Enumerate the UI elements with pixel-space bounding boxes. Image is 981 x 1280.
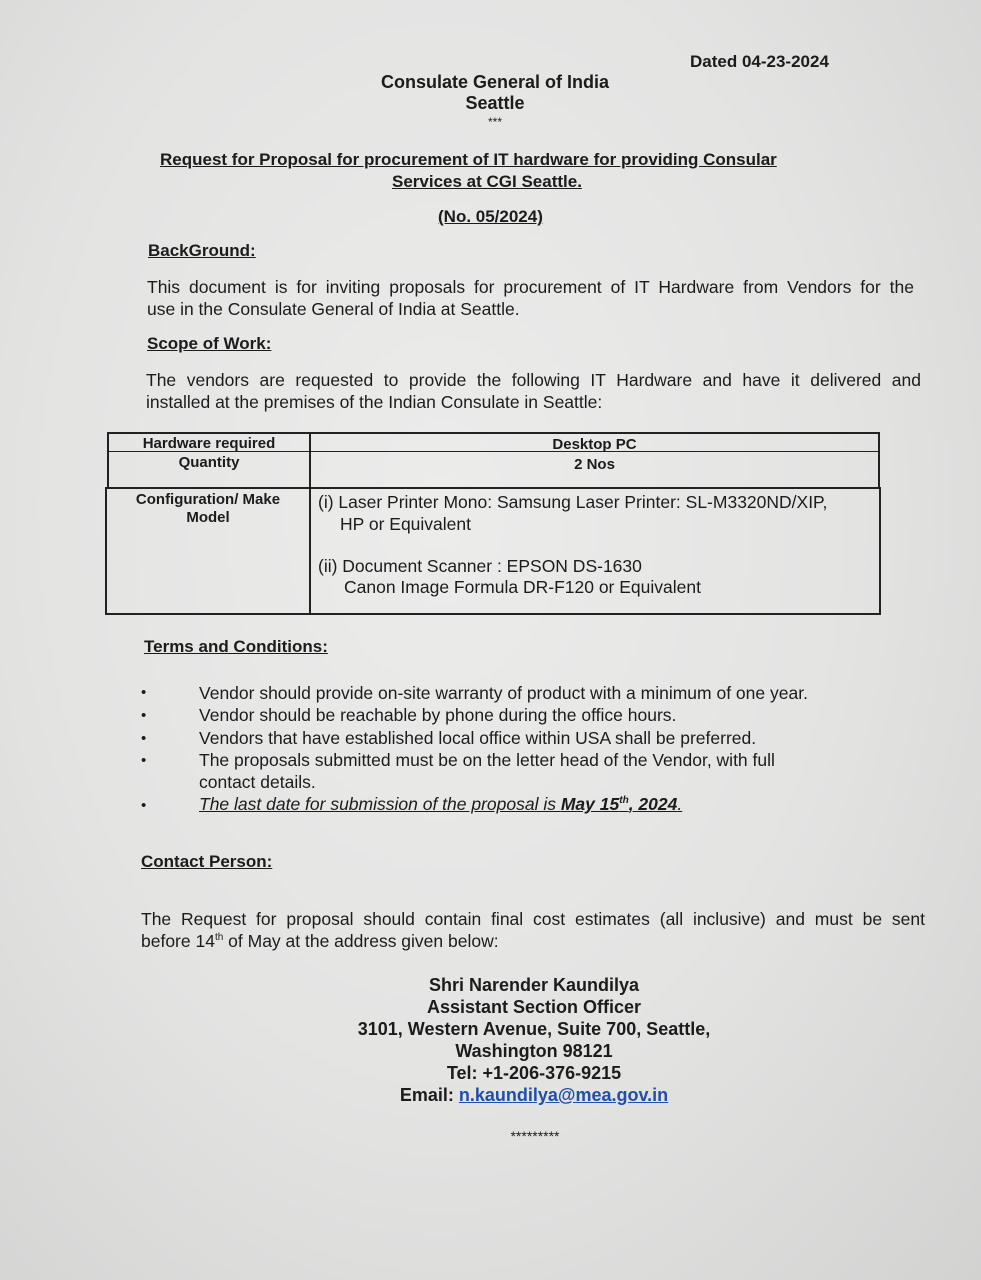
contact-phone: Tel: +1-206-376-9215 xyxy=(446,1063,622,1083)
config-item-2-line-1: (ii) Document Scanner : EPSON DS-1630 xyxy=(318,556,642,576)
table-border-right xyxy=(878,432,880,489)
end-separator: ********* xyxy=(510,1128,560,1144)
scope-text-line-2: installed at the premises of the Indian Consulate in Seattle: xyxy=(146,392,603,412)
contact-text-line-1: The Request for proposal should contain final cost estimates (all inclusive) and must be sent xyxy=(141,909,925,929)
bullet-icon: • xyxy=(141,684,147,701)
table-label-configuration-line-1: Configuration/ Make xyxy=(135,491,281,508)
contact-text-line-2: before 14th of May at the address given below: xyxy=(141,931,499,951)
list-item: Vendor should be reachable by phone during the office hours. xyxy=(199,705,677,725)
deadline-date: May 15th, 2024 xyxy=(560,794,678,814)
email-label: Email: xyxy=(399,1085,459,1105)
list-item: The proposals submitted must be on the letter head of the Vendor, with full xyxy=(199,750,775,770)
organization-line-2: Seattle xyxy=(465,93,525,113)
config-item-1-line-1: (i) Laser Printer Mono: Samsung Laser Printer: SL-M3320ND/XIP, xyxy=(318,492,828,512)
table-label-configuration-line-2: Model xyxy=(186,509,230,526)
list-item: Vendors that have established local office within USA shall be preferred. xyxy=(199,728,757,748)
contact-address-block xyxy=(340,974,728,1106)
config-item-2-line-2: Canon Image Formula DR-F120 or Equivalent xyxy=(344,577,701,597)
rfp-title-line-1: Request for Proposal for procurement of IT hardware for providing Consular xyxy=(160,150,777,169)
table-label-hardware: Hardware required xyxy=(142,435,276,452)
table-row-divider xyxy=(107,487,880,489)
organization-line-1: Consulate General of India xyxy=(380,72,610,92)
deadline-text: The last date for submission of the proposal is xyxy=(199,794,561,814)
submission-deadline: The last date for submission of the proposal is May 15th, 2024. xyxy=(199,794,683,814)
bullet-icon: • xyxy=(141,752,147,769)
header-separator: *** xyxy=(487,115,502,129)
organization-name xyxy=(300,72,690,114)
email-link[interactable]: n.kaundilya@mea.gov.in xyxy=(458,1085,669,1105)
background-text-line-1: This document is for inviting proposals for procurement of IT Hardware from Vendors for the xyxy=(147,277,914,297)
contact-designation: Assistant Section Officer xyxy=(426,997,642,1017)
contact-email-row xyxy=(340,1084,728,1106)
table-value-hardware: Desktop PC xyxy=(552,436,637,453)
bullet-icon: • xyxy=(141,707,147,724)
terms-heading: Terms and Conditions: xyxy=(144,637,328,656)
config-item-1-line-2: HP or Equivalent xyxy=(340,514,472,534)
document-date: Dated 04-23-2024 xyxy=(690,52,829,71)
contact-address-line-1: 3101, Western Avenue, Suite 700, Seattle, xyxy=(357,1019,711,1039)
bullet-icon: • xyxy=(141,730,147,747)
list-item-continuation: contact details. xyxy=(199,772,316,792)
background-text-line-2: use in the Consulate General of India at Seattle. xyxy=(147,299,520,319)
contact-address-line-2: Washington 98121 xyxy=(455,1041,613,1061)
scope-heading: Scope of Work: xyxy=(147,334,272,353)
rfp-number: (No. 05/2024) xyxy=(438,207,543,226)
table-label-quantity: Quantity xyxy=(178,454,240,471)
contact-heading: Contact Person: xyxy=(141,852,273,871)
bullet-icon: • xyxy=(141,797,147,814)
contact-name: Shri Narender Kaundilya xyxy=(428,975,640,995)
rfp-title-line-2: Services at CGI Seattle. xyxy=(392,172,582,191)
table-value-quantity: 2 Nos xyxy=(574,456,615,473)
list-item: Vendor should provide on-site warranty of product with a minimum of one year. xyxy=(199,683,808,703)
background-heading: BackGround: xyxy=(148,241,256,260)
table-border-right xyxy=(879,487,881,615)
table-label-configuration xyxy=(107,491,309,527)
scope-text-line-1: The vendors are requested to provide the following IT Hardware and have it delivered and xyxy=(146,370,921,390)
table-border-bottom xyxy=(105,613,881,615)
